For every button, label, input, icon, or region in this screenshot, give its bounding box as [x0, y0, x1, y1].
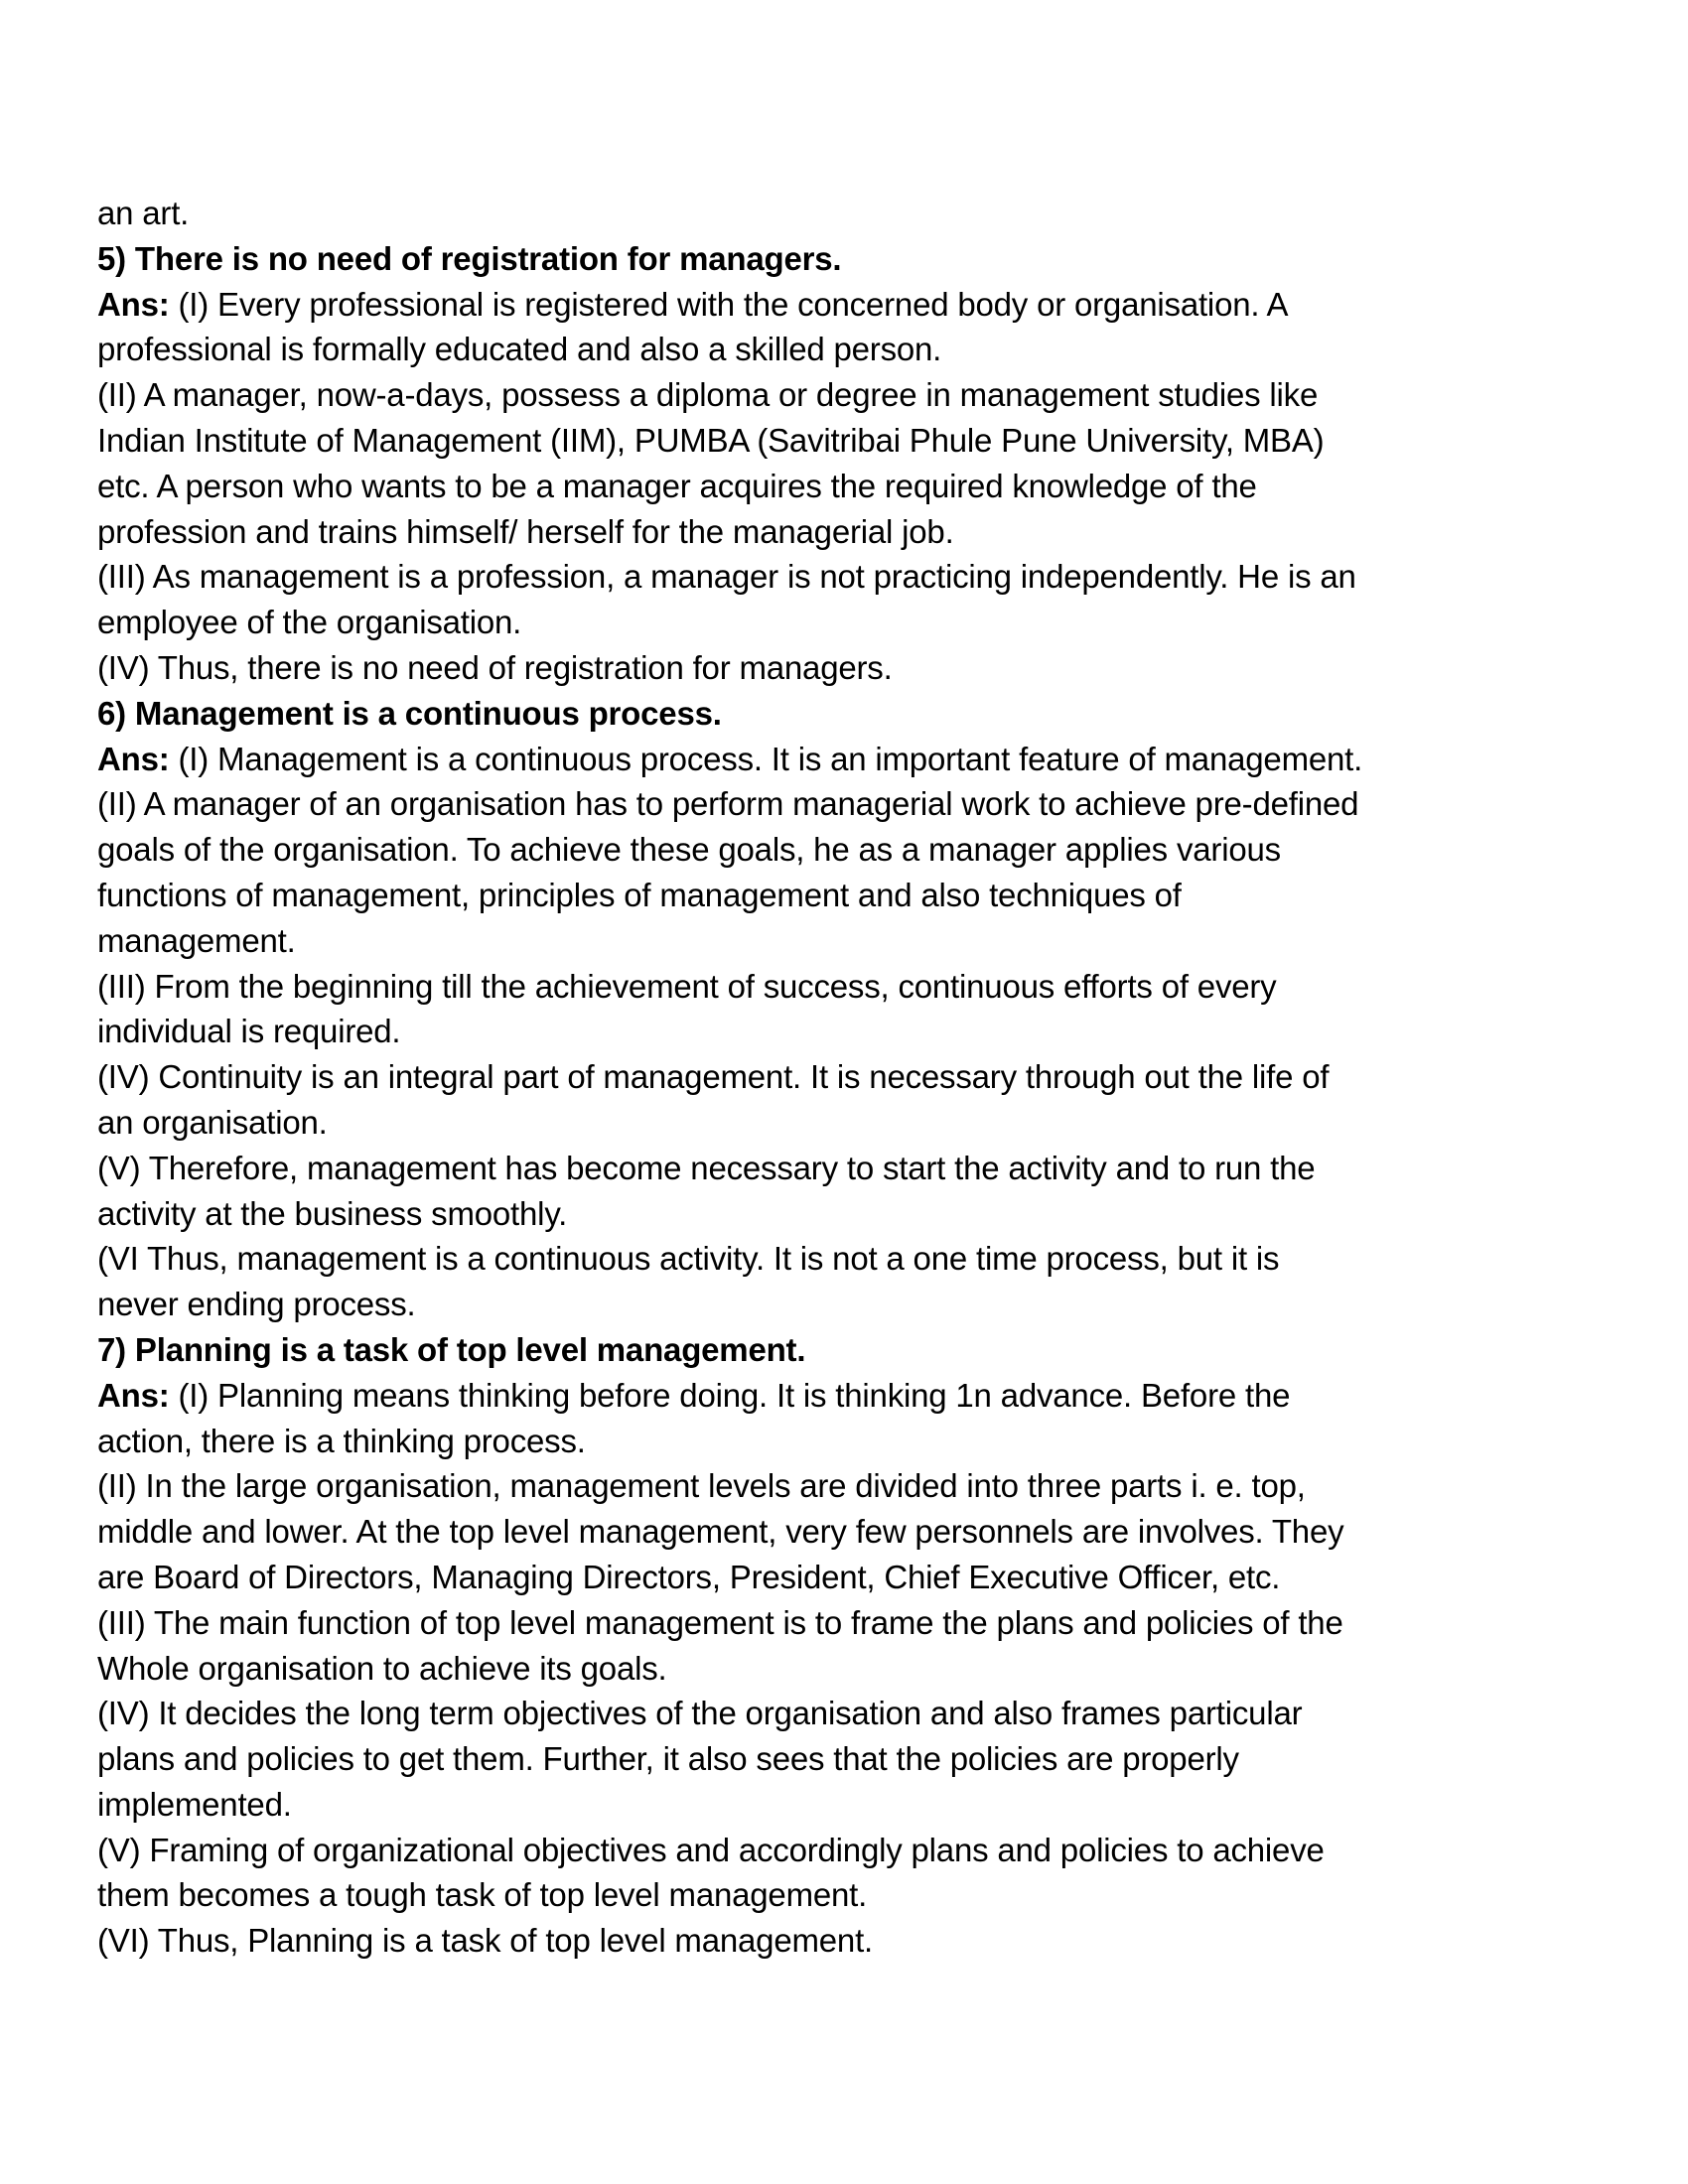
text-line: (V) Framing of organizational objectives and accordingly plans and policies to achieve — [97, 1831, 1325, 1868]
text-line: (II) A manager of an organisation has to perform managerial work to achieve pre-defined — [97, 785, 1359, 823]
text-line: professional is formally educated and also a skilled person. — [97, 331, 942, 368]
text-line: action, there is a thinking process. — [97, 1422, 586, 1459]
text-line: (II) A manager, now-a-days, possess a diploma or degree in management studies like — [97, 376, 1319, 414]
text-line: (VI Thus, management is a continuous activity. It is not a one time process, but it is — [97, 1240, 1280, 1278]
text-line: (IV) Continuity is an integral part of management. It is necessary through out the life of — [97, 1058, 1330, 1096]
answer-text: (I) Planning means thinking before doing. It is thinking 1n advance. Before the — [169, 1376, 1291, 1414]
text-line: individual is required. — [97, 1013, 401, 1050]
text-line: activity at the business smoothly. — [97, 1194, 568, 1232]
answer-label: Ans: — [97, 1376, 170, 1414]
answer-label: Ans: — [97, 740, 170, 777]
text-line: employee of the organisation. — [97, 604, 522, 641]
answer-line — [97, 1373, 1549, 1419]
text-line: management. — [97, 921, 296, 959]
text-line: (VI) Thus, Planning is a task of top level management. — [97, 1922, 874, 1960]
text-line: (III) From the beginning till the achievement of success, continuous efforts of every — [97, 967, 1277, 1005]
question-heading: 7) Planning is a task of top level management. — [97, 1330, 806, 1368]
text-line: (IV) It decides the long term objectives of the organisation and also frames particular — [97, 1695, 1303, 1732]
answer-text: (I) Every professional is registered with the concerned body or organisation. A — [169, 285, 1289, 323]
text-line: plans and policies to get them. Further, it also sees that the policies are properly — [97, 1740, 1239, 1778]
text-line: Whole organisation to achieve its goals. — [97, 1649, 667, 1687]
answer-text: (I) Management is a continuous process. It is an important feature of management. — [169, 740, 1363, 777]
question-heading: 6) Management is a continuous process. — [97, 694, 722, 732]
document-text — [97, 191, 1549, 1964]
text-line: them becomes a tough task of top level management. — [97, 1876, 868, 1914]
text-line: profession and trains himself/ herself for the managerial job. — [97, 512, 954, 550]
text-line: (IV) Thus, there is no need of registration for managers. — [97, 648, 893, 686]
text-line: (III) The main function of top level management is to frame the plans and policies of the — [97, 1603, 1343, 1641]
text-line: functions of management, principles of management and also techniques of — [97, 876, 1182, 913]
text-line: goals of the organisation. To achieve these goals, he as a manager applies various — [97, 831, 1281, 869]
text-line: never ending process. — [97, 1286, 416, 1323]
text-line: (V) Therefore, management has become necessary to start the activity and to run the — [97, 1149, 1316, 1186]
text-line: an organisation. — [97, 1103, 328, 1141]
answer-label: Ans: — [97, 285, 170, 323]
text-line: (II) In the large organisation, management levels are divided into three parts i. e. top, — [97, 1467, 1306, 1505]
text-line: an art. — [97, 195, 190, 231]
text-line: middle and lower. At the top level management, very few personnels are involves. They — [97, 1513, 1344, 1551]
text-line: Indian Institute of Management (IIM), PUMBA (Savitribai Phule Pune University, MBA) — [97, 421, 1325, 459]
text-line: implemented. — [97, 1785, 292, 1823]
answer-line — [97, 282, 1549, 328]
question-heading: 5) There is no need of registration for managers. — [97, 239, 842, 277]
text-line: are Board of Directors, Managing Directors, President, Chief Executive Officer, etc. — [97, 1558, 1281, 1595]
answer-line — [97, 737, 1549, 782]
text-line: (III) As management is a profession, a manager is not practicing independently. He is an — [97, 558, 1356, 596]
text-line: etc. A person who wants to be a manager acquires the required knowledge of the — [97, 467, 1257, 504]
